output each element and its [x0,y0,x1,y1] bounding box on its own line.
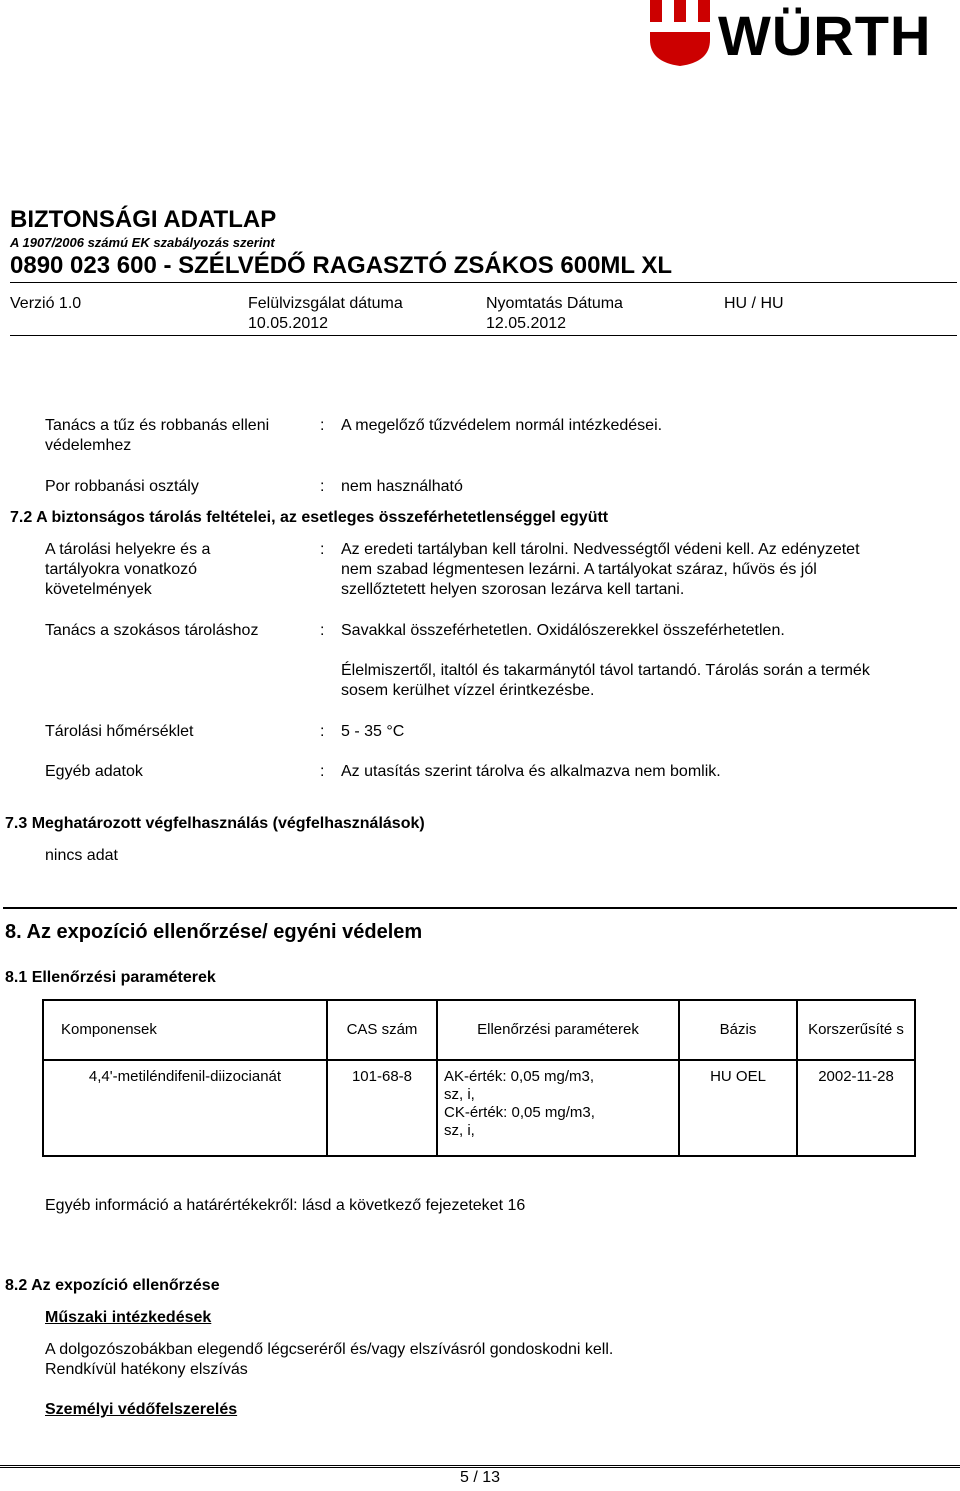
section-7-2-title: 7.2 A biztonságos tárolás feltételei, az esetleges összeférhetetlenséggel együtt [10,509,609,526]
param-line: sz, i, [444,1086,475,1103]
revision-label: Felülvizsgálat dátuma [248,295,403,312]
technical-measures-line-2: Rendkívül hatékony elszívás [45,1361,248,1378]
header-divider-bottom [10,335,957,336]
page-number: 5 / 13 [459,1469,501,1486]
section-8-divider [3,907,957,909]
storage-advice-value-2: Élelmiszertől, italtól és takarmánytól távol tartandó. Tárolás során a termék sosem kerülhet vízzel érintkezésbe. [341,662,870,699]
param-line: AK-érték: 0,05 mg/m3, [444,1068,595,1085]
regulation-note: A 1907/2006 számú EK szabályozás szerint [10,235,275,250]
product-name: 0890 023 600 - SZÉLVÉDŐ RAGASZTÓ ZSÁKOS 600ML XL [10,252,672,279]
cell-params [438,1061,678,1147]
col-header-components: Komponensek [61,1021,157,1038]
colon: : [320,417,325,434]
colon: : [320,478,325,495]
dust-class-label: Por robbanási osztály [45,478,199,495]
col-header-basis: Bázis [719,1021,757,1038]
param-line: sz, i, [444,1122,475,1139]
param-line: CK-érték: 0,05 mg/m3, [444,1104,595,1121]
cell-updated: 2002-11-28 [818,1068,894,1085]
colon: : [320,622,325,639]
cell-component: 4,4'-metiléndifenil-diizocianát [88,1068,282,1085]
table-header-row [43,1000,915,1060]
colon: : [320,723,325,740]
control-parameters-table [42,999,916,1157]
header-divider-top [10,282,957,283]
other-limit-info: Egyéb információ a határértékekről: lásd a következő fejezeteket 16 [45,1197,526,1214]
colon: : [320,763,325,780]
other-data-label: Egyéb adatok [45,763,143,780]
cell-cas: 101-68-8 [351,1068,413,1085]
storage-temp-label: Tárolási hőmérséklet [45,723,194,740]
language-code: HU / HU [724,295,784,312]
print-date: 12.05.2012 [486,315,567,332]
wurth-logo [648,0,960,70]
brand-wordmark: WÜRTH [718,4,932,67]
col-header-cas: CAS szám [346,1021,418,1038]
technical-measures-title: Műszaki intézkedések [45,1309,212,1326]
section-8-title: 8. Az expozíció ellenőrzése/ egyéni védelem [5,921,423,943]
ppe-title: Személyi védőfelszerelés [45,1401,238,1418]
storage-advice-label: Tanács a szokásos tároláshoz [45,622,259,639]
cell-basis: HU OEL [710,1068,766,1085]
storage-req-value: Az eredeti tartályban kell tárolni. Nedvességtől védeni kell. Az edényzetet nem szabad légmentesen lezárni. A tartályokat száraz, hűvös és jól szellőztetett helyen szorosan lezárva kell tartani. [341,541,860,598]
col-header-updated: Korszerűsíté s [808,1021,904,1038]
fire-advice-label: Tanács a tűz és robbanás elleni védelemhez [45,417,270,454]
colon: : [320,541,325,558]
section-8-1-title: 8.1 Ellenőrzési paraméterek [5,969,216,986]
document-title: BIZTONSÁGI ADATLAP [10,206,277,233]
section-7-3-title: 7.3 Meghatározott végfelhasználás (végfelhasználások) [5,815,425,832]
technical-measures-line-1: A dolgozószobákban elegendő légcseréről és/vagy elszívásról gondoskodni kell. [45,1341,614,1358]
other-data-value: Az utasítás szerint tárolva és alkalmazva nem bomlik. [341,763,721,780]
dust-class-value: nem használható [341,478,463,495]
storage-req-label: A tárolási helyekre és a tartályokra vonatkozó követelmények [45,541,211,598]
col-header-params: Ellenőrzési paraméterek [477,1021,639,1038]
storage-advice-value-1: Savakkal összeférhetetlen. Oxidálószerekkel összeférhetetlen. [341,622,785,639]
section-8-2-title: 8.2 Az expozíció ellenőrzése [5,1277,220,1294]
table-row [43,1060,915,1156]
section-7-3-value: nincs adat [45,847,118,864]
storage-temp-value: 5 - 35 °C [341,723,405,740]
revision-date: 10.05.2012 [248,315,329,332]
print-label: Nyomtatás Dátuma [486,295,623,312]
fire-advice-value: A megelőző tűzvédelem normál intézkedései. [341,417,663,434]
version-label: Verzió 1.0 [10,295,82,312]
